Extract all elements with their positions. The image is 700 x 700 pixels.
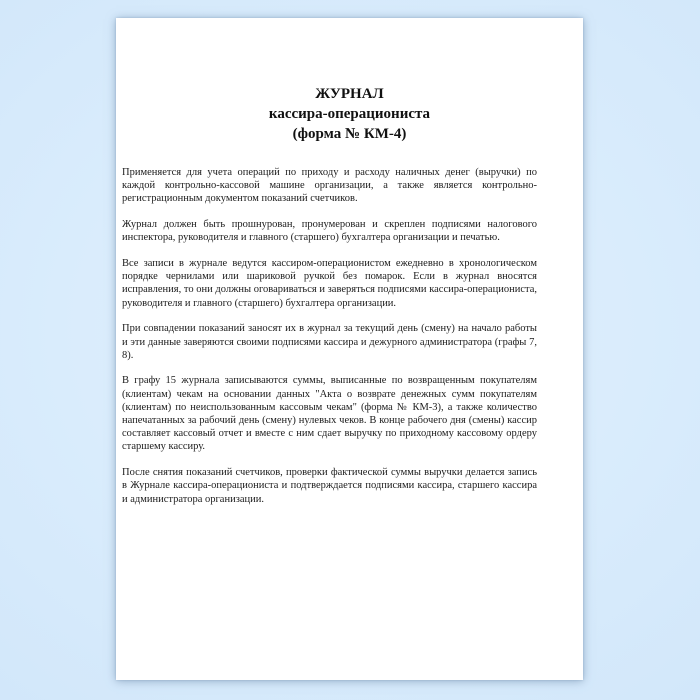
document-body bbox=[122, 166, 537, 506]
paragraph: Журнал должен быть прошнурован, пронумерован и скреплен подписями налогового инспектора, руководителя и главного (старшего) бухгалтера организации и печатью. bbox=[122, 219, 537, 244]
document-page bbox=[116, 18, 583, 680]
paragraph: Все записи в журнале ведутся кассиром-операционистом ежедневно в хронологическом порядке чернилами или шариковой ручкой без помарок. Если в журнал вносятся исправления, то они должны оговариваться и заверяться подписями кассира-операциониста, руководителя и главного (старшего) бухгалтера организации. bbox=[122, 258, 537, 309]
document-title-line-3: (форма № КМ-4) bbox=[292, 126, 407, 142]
paragraph: В графу 15 журнала записываются суммы, выписанные по возвращенным покупателям (клиентам) чекам на основании данных "Акта о возврате денежных сумм покупателям (клиентам) по неиспользованным кассовым чекам" (форма № КМ-3), а также количество напечатанных за рабочий день (смену) нулевых чеков. В конце рабочего дня (смены) кассир составляет кассовый отчет и вместе с ним сдает выручку по приходному кассовому ордеру старшему кассиру. bbox=[122, 375, 537, 453]
paragraph: После снятия показаний счетчиков, проверки фактической суммы выручки делается запись в Журнале кассира-операциониста и подтверждается подписями кассира, старшего кассира и администратора организации. bbox=[122, 467, 537, 505]
document-title-line-1: ЖУРНАЛ bbox=[315, 86, 384, 102]
document-title-line-2: кассира-операциониста bbox=[268, 106, 431, 122]
paragraph: Применяется для учета операций по приходу и расходу наличных денег (выручки) по каждой контрольно-кассовой машине организации, а также является контрольно-регистрационным документом показаний счетчиков. bbox=[122, 167, 537, 205]
document-title bbox=[116, 84, 583, 144]
paragraph: При совпадении показаний заносят их в журнал за текущий день (смену) на начало работы и эти данные заверяются своими подписями кассира и дежурного администратора (графы 7, 8). bbox=[122, 323, 537, 361]
